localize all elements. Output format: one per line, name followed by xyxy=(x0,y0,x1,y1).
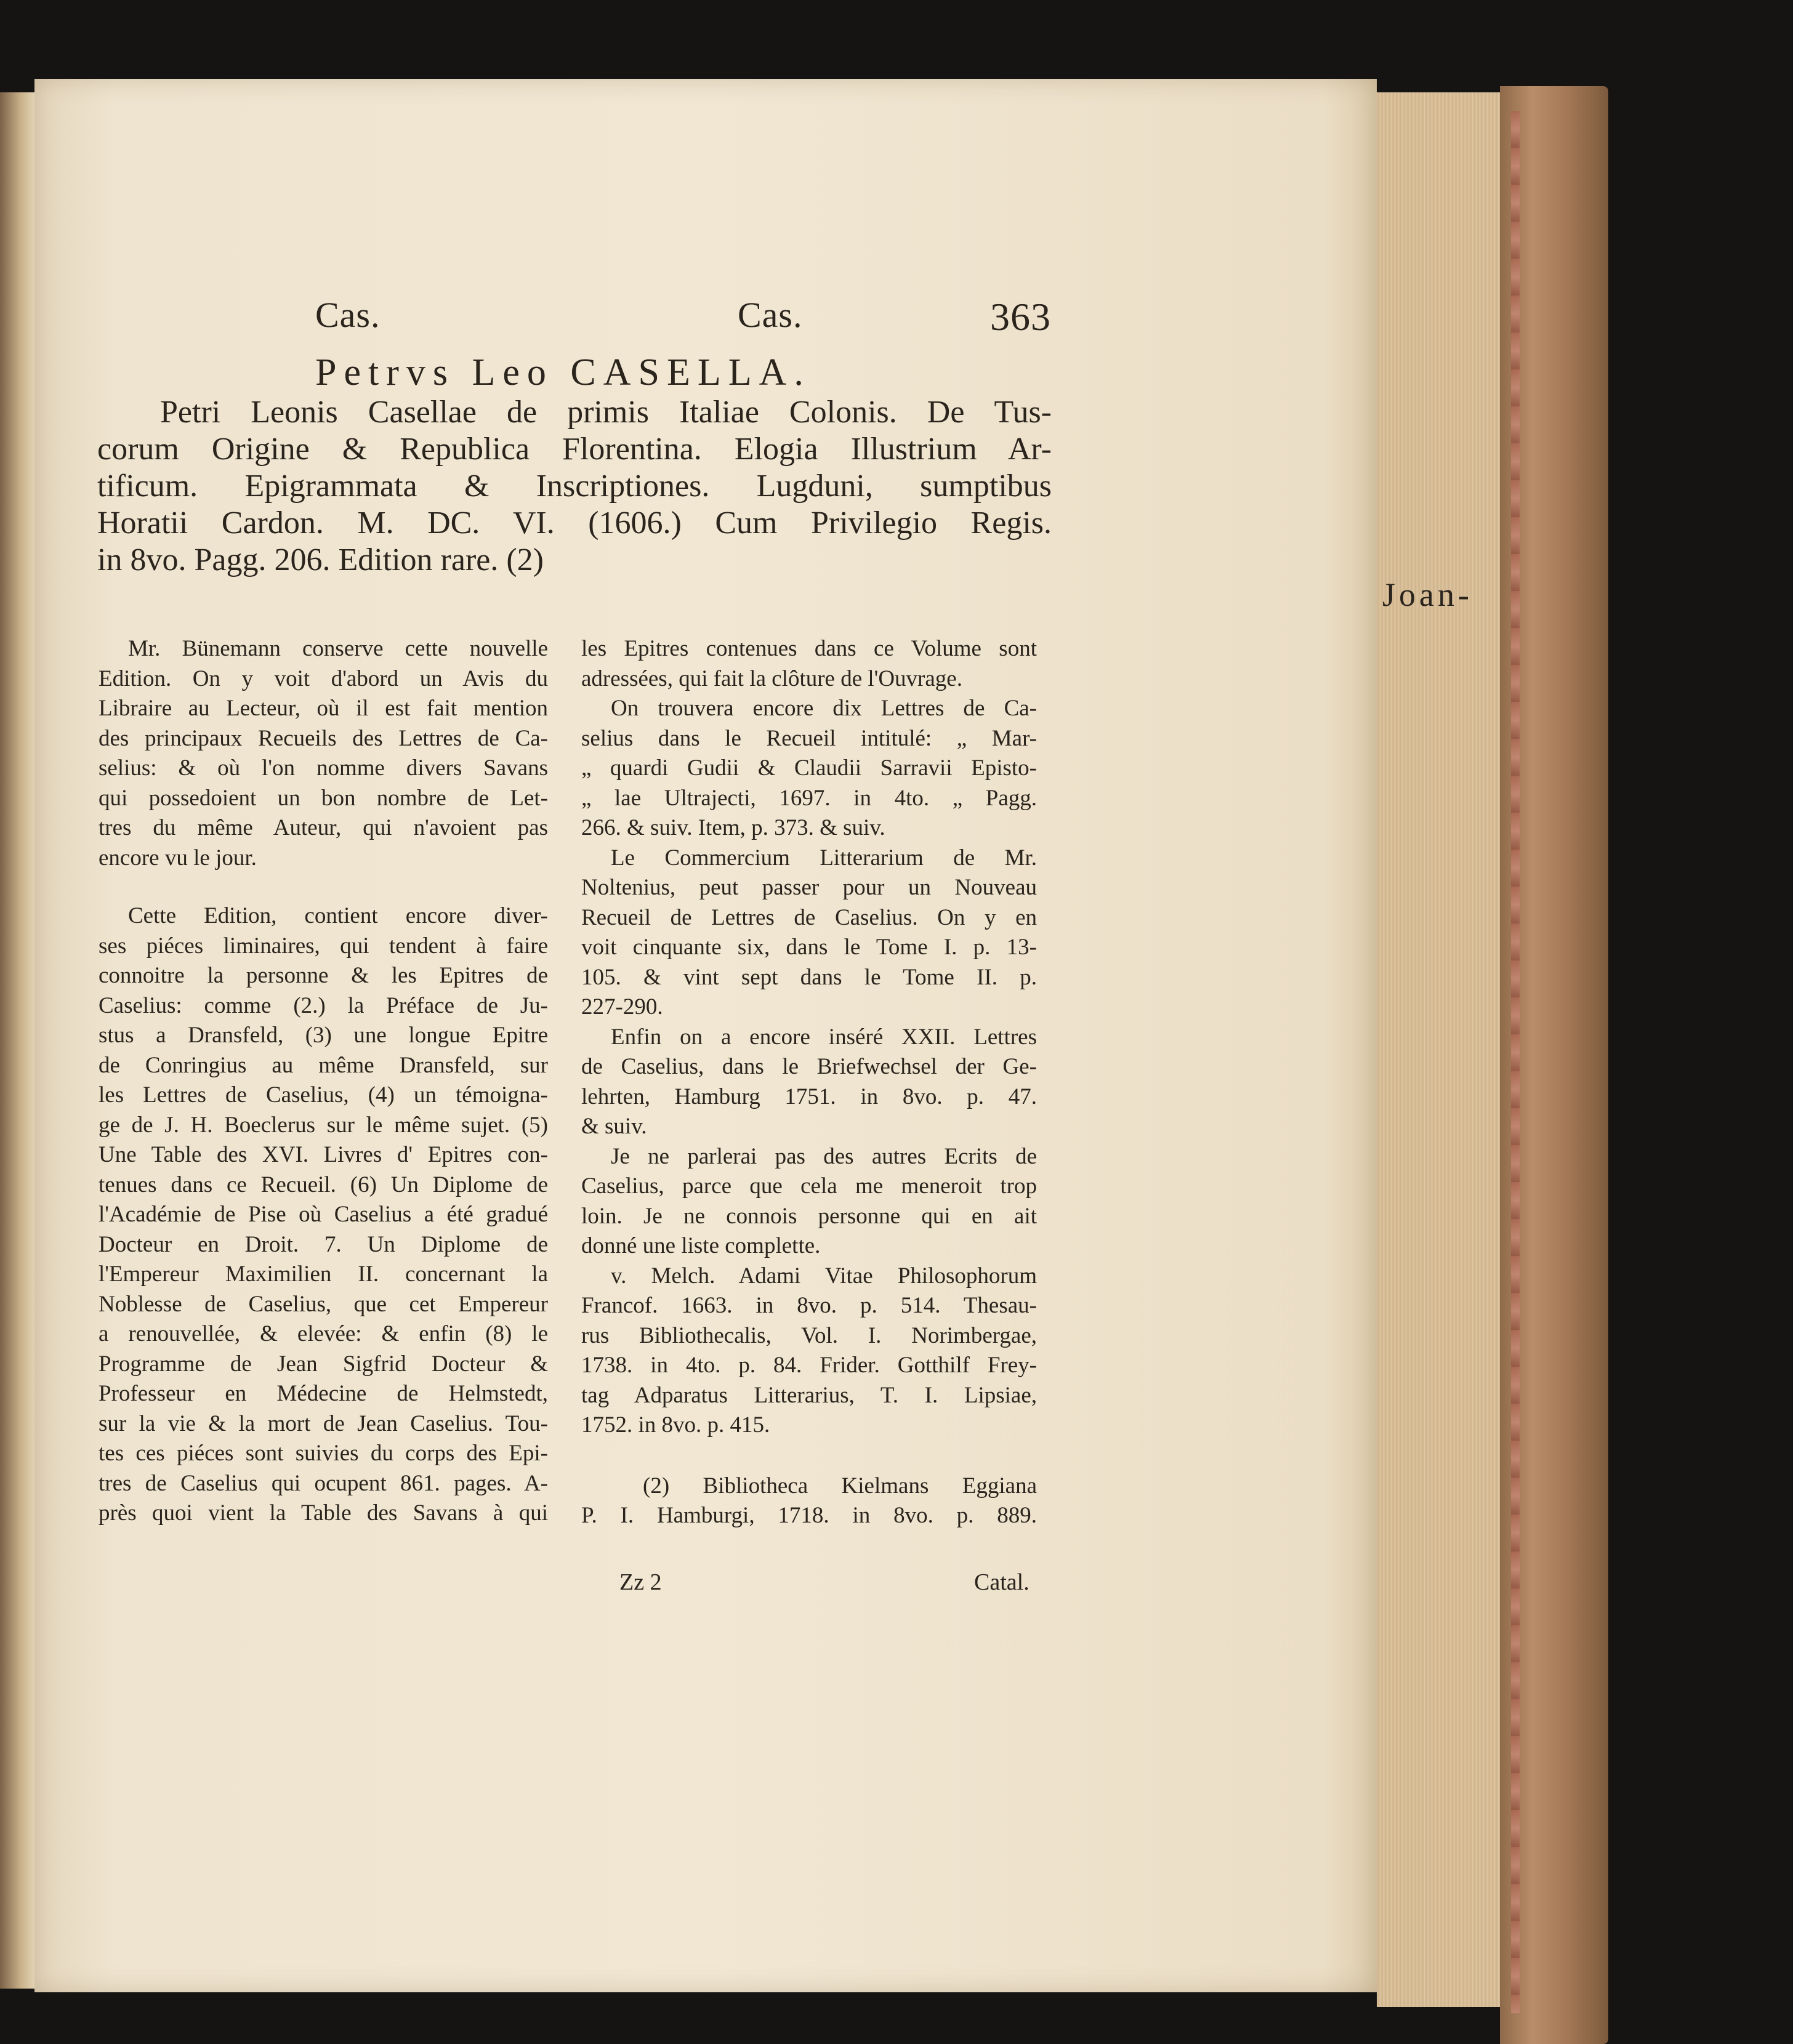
text-line: l'Empereur Maximilien II. concernant la xyxy=(99,1261,548,1287)
text-line: Recueil de Lettres de Caselius. On y en xyxy=(581,904,1037,930)
paragraph-bunemann xyxy=(99,634,548,873)
text-line: selius: & où l'on nomme divers Savans xyxy=(99,755,548,781)
entry-line: tificum. Epigrammata & Inscriptiones. Lugduni, sumptibus xyxy=(97,469,1052,504)
text-line: loin. Je ne connois personne qui en ait xyxy=(581,1203,1037,1229)
text-line: Une Table des XVI. Livres d' Epitres con- xyxy=(99,1142,548,1167)
text-line: Je ne parlerai pas des autres Ecrits de xyxy=(611,1143,1037,1169)
text-line: Mr. Bünemann conserve cette nouvelle xyxy=(128,636,548,661)
text-line: qui possedoient un bon nombre de Let- xyxy=(99,785,548,811)
text-line: Caselius: comme (2.) la Préface de Ju- xyxy=(99,992,548,1018)
text-line: selius dans le Recueil intitulé: „ Mar- xyxy=(581,725,1037,751)
text-line: l'Académie de Pise où Caselius a été gradué xyxy=(99,1202,548,1227)
text-line: stus a Dransfeld, (3) une longue Epitre xyxy=(99,1023,548,1048)
text-line: 1752. in 8vo. p. 415. xyxy=(581,1412,770,1438)
entry-line: Horatii Cardon. M. DC. VI. (1606.) Cum Privilegio Regis. xyxy=(97,505,1052,541)
text-line: de Caselius, dans le Briefwechsel der Ge- xyxy=(581,1054,1037,1079)
text-line: Le Commercium Litterarium de Mr. xyxy=(611,845,1037,871)
text-line: tres du même Auteur, qui n'avoient pas xyxy=(99,815,548,840)
text-line: de Conringius au même Dransfeld, sur xyxy=(99,1052,548,1078)
text-line: des principaux Recueils des Lettres de Ca- xyxy=(99,725,548,751)
text-line: près quoi vient la Table des Savans à qui xyxy=(99,1500,548,1526)
book-cover-edge xyxy=(1500,86,1608,2044)
text-line: donné une liste complette. xyxy=(581,1233,821,1258)
text-line: tres de Caselius qui ocupent 861. pages. A- xyxy=(99,1470,548,1496)
entry-line: corum Origine & Republica Florentina. Elogia Illustrium Ar- xyxy=(97,432,1052,467)
page-number: 363 xyxy=(990,295,1051,339)
footnote xyxy=(581,1471,1037,1531)
entry-line: Petri Leonis Casellae de primis Italiae Colonis. De Tus- xyxy=(160,395,1052,430)
text-line: 227-290. xyxy=(581,994,663,1020)
catchword-bottom: Catal. xyxy=(974,1569,1029,1595)
text-line: Noblesse de Caselius, que cet Empereur xyxy=(99,1291,548,1317)
text-line: & suiv. xyxy=(581,1114,647,1139)
right-column xyxy=(581,634,1037,1531)
text-line: voit cinquante six, dans le Tome I. p. 13- xyxy=(581,935,1037,960)
text-line: Edition. On y voit d'abord un Avis du xyxy=(99,666,548,691)
paragraph-edition xyxy=(99,901,548,1529)
text-line: Programme de Jean Sigfrid Docteur & xyxy=(99,1351,548,1377)
text-line: On trouvera encore dix Lettres de Ca- xyxy=(611,696,1037,721)
left-column xyxy=(99,634,548,1529)
text-line: ses piéces liminaires, qui tendent à faire xyxy=(99,933,548,959)
text-line: tes ces piéces sont suivies du corps des Epi- xyxy=(99,1441,548,1466)
entry-heading: Petrvs Leo CASELLA. xyxy=(315,352,811,393)
text-line: les Lettres de Caselius, (4) un témoigna- xyxy=(99,1082,548,1108)
text-line: 1738. in 4to. p. 84. Frider. Gotthilf Frey- xyxy=(581,1353,1037,1378)
text-line: Cette Edition, contient encore diver- xyxy=(128,903,548,928)
text-line: Libraire au Lecteur, où il est fait mention xyxy=(99,696,548,721)
text-line: „ quardi Gudii & Claudii Sarravii Episto- xyxy=(581,755,1037,781)
page-fore-edge xyxy=(1377,92,1502,2007)
text-line: tenues dans ce Recueil. (6) Un Diplome de xyxy=(99,1172,548,1197)
footnote-line: P. I. Hamburgi, 1718. in 8vo. p. 889. xyxy=(581,1503,1037,1528)
footnote-line: (2) Bibliotheca Kielmans Eggiana xyxy=(643,1473,1037,1499)
text-line: encore vu le jour. xyxy=(99,845,257,871)
text-line: Enfin on a encore inséré XXII. Lettres xyxy=(611,1024,1037,1050)
text-line: ge de J. H. Boeclerus sur le même sujet. (5) xyxy=(99,1112,548,1138)
text-line: tag Adparatus Litterarius, T. I. Lipsiae, xyxy=(581,1382,1037,1408)
text-line: Professeur en Médecine de Helmstedt, xyxy=(99,1381,548,1406)
text-line: sur la vie & la mort de Jean Caselius. Tou- xyxy=(99,1410,548,1436)
entry-line: in 8vo. Pagg. 206. Edition rare. (2) xyxy=(97,542,544,577)
running-head-center: Cas. xyxy=(738,295,803,335)
text-line: a renouvellée, & elevée: & enfin (8) le xyxy=(99,1321,548,1346)
text-line: connoitre la personne & les Epitres de xyxy=(99,963,548,988)
signature-mark: Zz 2 xyxy=(619,1569,662,1595)
left-page-edge xyxy=(0,92,34,1989)
text-line: Francof. 1663. in 8vo. p. 514. Thesau- xyxy=(581,1293,1037,1318)
text-line: „ lae Ultrajecti, 1697. in 4to. „ Pagg. xyxy=(581,785,1037,811)
text-line: rus Bibliothecalis, Vol. I. Norimbergae, xyxy=(581,1322,1037,1348)
text-line: 266. & suiv. Item, p. 373. & suiv. xyxy=(581,815,885,840)
text-line: 105. & vint sept dans le Tome II. p. xyxy=(581,964,1037,990)
text-line: les Epitres contenues dans ce Volume sont xyxy=(581,636,1037,661)
text-line: Noltenius, peut passer pour un Nouveau xyxy=(581,875,1037,900)
text-line: Caselius, parce que cela me meneroit trop xyxy=(581,1173,1037,1199)
text-line: v. Melch. Adami Vitae Philosophorum xyxy=(611,1263,1037,1289)
text-line: adressées, qui fait la clôture de l'Ouvrage. xyxy=(581,666,962,691)
text-line: Docteur en Droit. 7. Un Diplome de xyxy=(99,1231,548,1257)
running-head-left: Cas. xyxy=(315,295,381,335)
catchword-top: Joan- xyxy=(1382,576,1473,613)
text-line: lehrten, Hamburg 1751. in 8vo. p. 47. xyxy=(581,1084,1037,1109)
